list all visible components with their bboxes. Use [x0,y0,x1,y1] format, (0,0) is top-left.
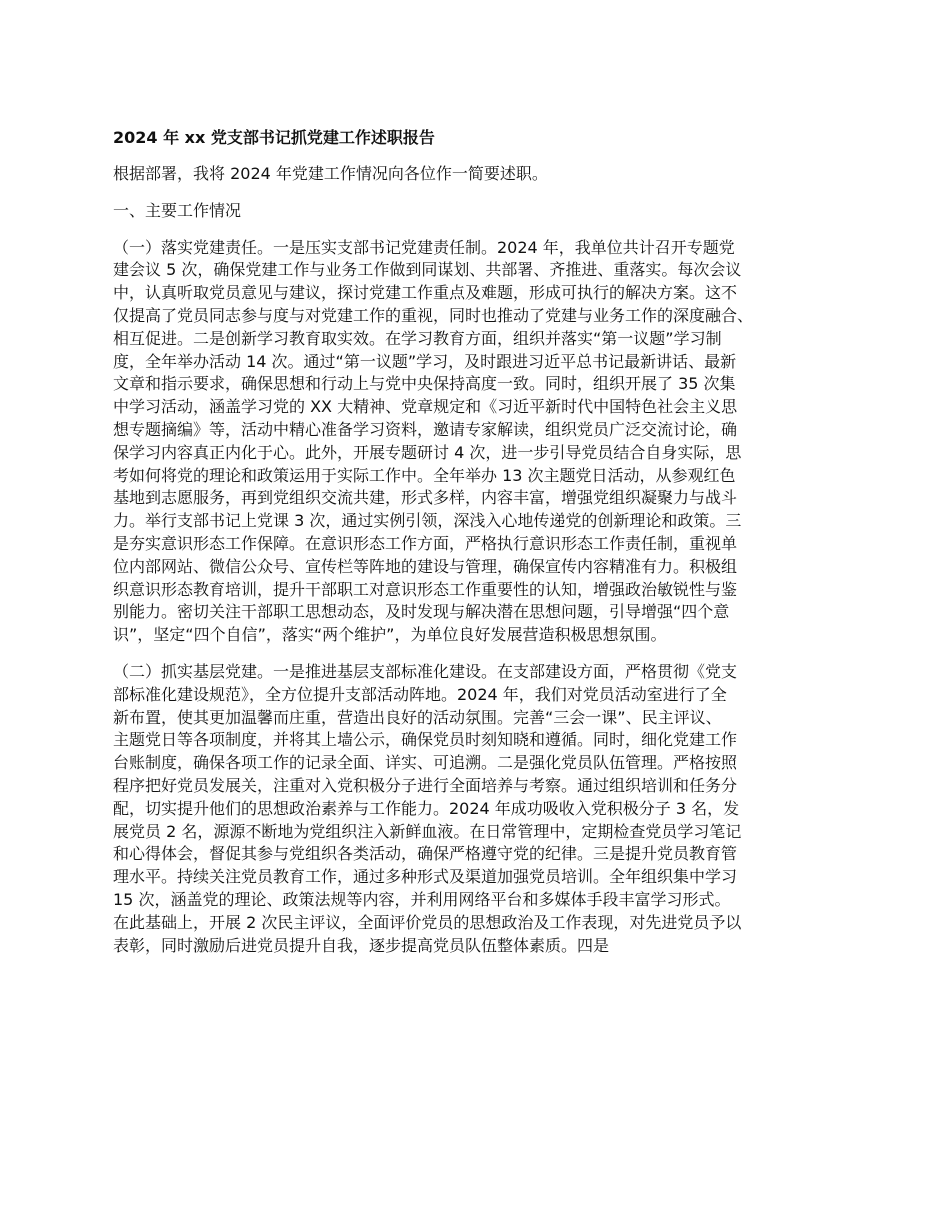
document-title: 2024 年 xx 党支部书记抓党建工作述职报告 [113,128,435,147]
text-line: 展党员 2 名，源源不断地为党组织注入新鲜血液。在日常管理中，定期检查党员学习笔记 [113,821,742,841]
text-line: 中，认真听取党员意见与建议，探讨党建工作重点及难题，形成可执行的解决方案。这不 [113,283,738,303]
paragraph-party-responsibility [113,237,843,647]
text-line: 部标准化建设规范》，全方位提升支部活动阵地。2024 年，我们对党员活动室进行了全 [113,684,727,704]
text-line: 想专题摘编》等，活动中精心准备学习资料，邀请专家解读，组织党员广泛交流讨论，确 [113,419,738,439]
text-line: 表彰，同时激励后进党员提升自我，逐步提高党员队伍整体素质。四是 [113,935,610,955]
paragraph-grassroots-party-building [113,661,843,957]
text-line: 配，切实提升他们的思想政治素养与工作能力。2024 年成功吸收入党积极分子 3 名，发 [113,798,740,818]
text-line: 相互促进。二是创新学习教育取实效。在学习教育方面，组织并落实“第一议题”学习制 [113,328,722,348]
text-line: 中学习活动，涵盖学习党的 XX 大精神、党章规定和《习近平新时代中国特色社会主义思 [113,397,738,417]
text-line: 度，全年举办活动 14 次。通过“第一议题”学习，及时跟进习近平总书记最新讲话、最新 [113,351,737,371]
text-line: 织意识形态教育培训，提升干部职工对意识形态工作重要性的认知，增强政治敏锐性与鉴 [113,579,738,599]
text-line: 和心得体会，督促其参与党组织各类活动，确保严格遵守党的纪律。三是提升党员教育管 [113,844,738,864]
section-heading-main-work: 一、主要工作情况 [113,200,242,220]
text-line: （二）抓实基层党建。一是推进基层支部标准化建设。在支部建设方面，严格贯彻《党支 [113,661,738,681]
text-line: 基地到志愿服务，再到党组织交流共建，形式多样，内容丰富，增强党组织凝聚力与战斗 [113,488,738,508]
text-line: 理水平。持续关注党员教育工作，通过多种形式及渠道加强党员培训。全年组织集中学习 [113,867,738,887]
document-body [113,127,843,971]
text-line: 位内部网站、微信公众号、宣传栏等阵地的建设与管理，确保宣传内容精准有力。积极组 [113,556,738,576]
text-line: 台账制度，确保各项工作的记录全面、详实、可追溯。二是强化党员队伍管理。严格按照 [113,753,738,773]
text-line: 仅提高了党员同志参与度与对党建工作的重视，同时也推动了党建与业务工作的深度融合、 [113,305,754,325]
text-line: 建会议 5 次，确保党建工作与业务工作做到同谋划、共部署、齐推进、重落实。每次会议 [113,260,742,280]
text-line: 别能力。密切关注干部职工思想动态，及时发现与解决潜在思想问题，引导增强“四个意 [113,602,730,622]
text-line: 是夯实意识形态工作保障。在意识形态工作方面，严格执行意识形态工作责任制，重视单 [113,533,738,553]
text-line: 考如何将党的理论和政策运用于实际工作中。全年举办 13 次主题党日活动，从参观红色 [113,465,736,485]
text-line: 文章和指示要求，确保思想和行动上与党中央保持高度一致。同时，组织开展了 35 次集 [113,374,736,394]
text-line: 程序把好党员发展关，注重对入党积极分子进行全面培养与考察。通过组织培训和任务分 [113,775,738,795]
text-line: 新布置，使其更加温馨而庄重，营造出良好的活动氛围。完善“三会一课”、民主评议、 [113,707,722,727]
text-line: 主题党日等各项制度，并将其上墙公示，确保党员时刻知晓和遵循。同时，细化党建工作 [113,730,738,750]
text-line: （一）落实党建责任。一是压实支部书记党建责任制。2024 年，我单位共计召开专题党 [113,237,735,257]
text-line: 保学习内容真正内化于心。此外，开展专题研讨 4 次，进一步引导党员结合自身实际，思 [113,442,742,462]
text-line: 力。举行支部书记上党课 3 次，通过实例引领，深浅入心地传递党的创新理论和政策。三 [113,511,742,531]
text-line: 15 次，涵盖党的理论、政策法规等内容，并利用网络平台和多媒体手段丰富学习形式。 [113,889,731,909]
intro-paragraph: 根据部署，我将 2024 年党建工作情况向各位作一简要述职。 [113,164,548,183]
text-line: 在此基础上，开展 2 次民主评议，全面评价党员的思想政治及工作表现，对先进党员予以 [113,912,742,932]
text-line: 识”，坚定“四个自信”，落实“两个维护”，为单位良好发展营造积极思想氛围。 [113,625,667,645]
